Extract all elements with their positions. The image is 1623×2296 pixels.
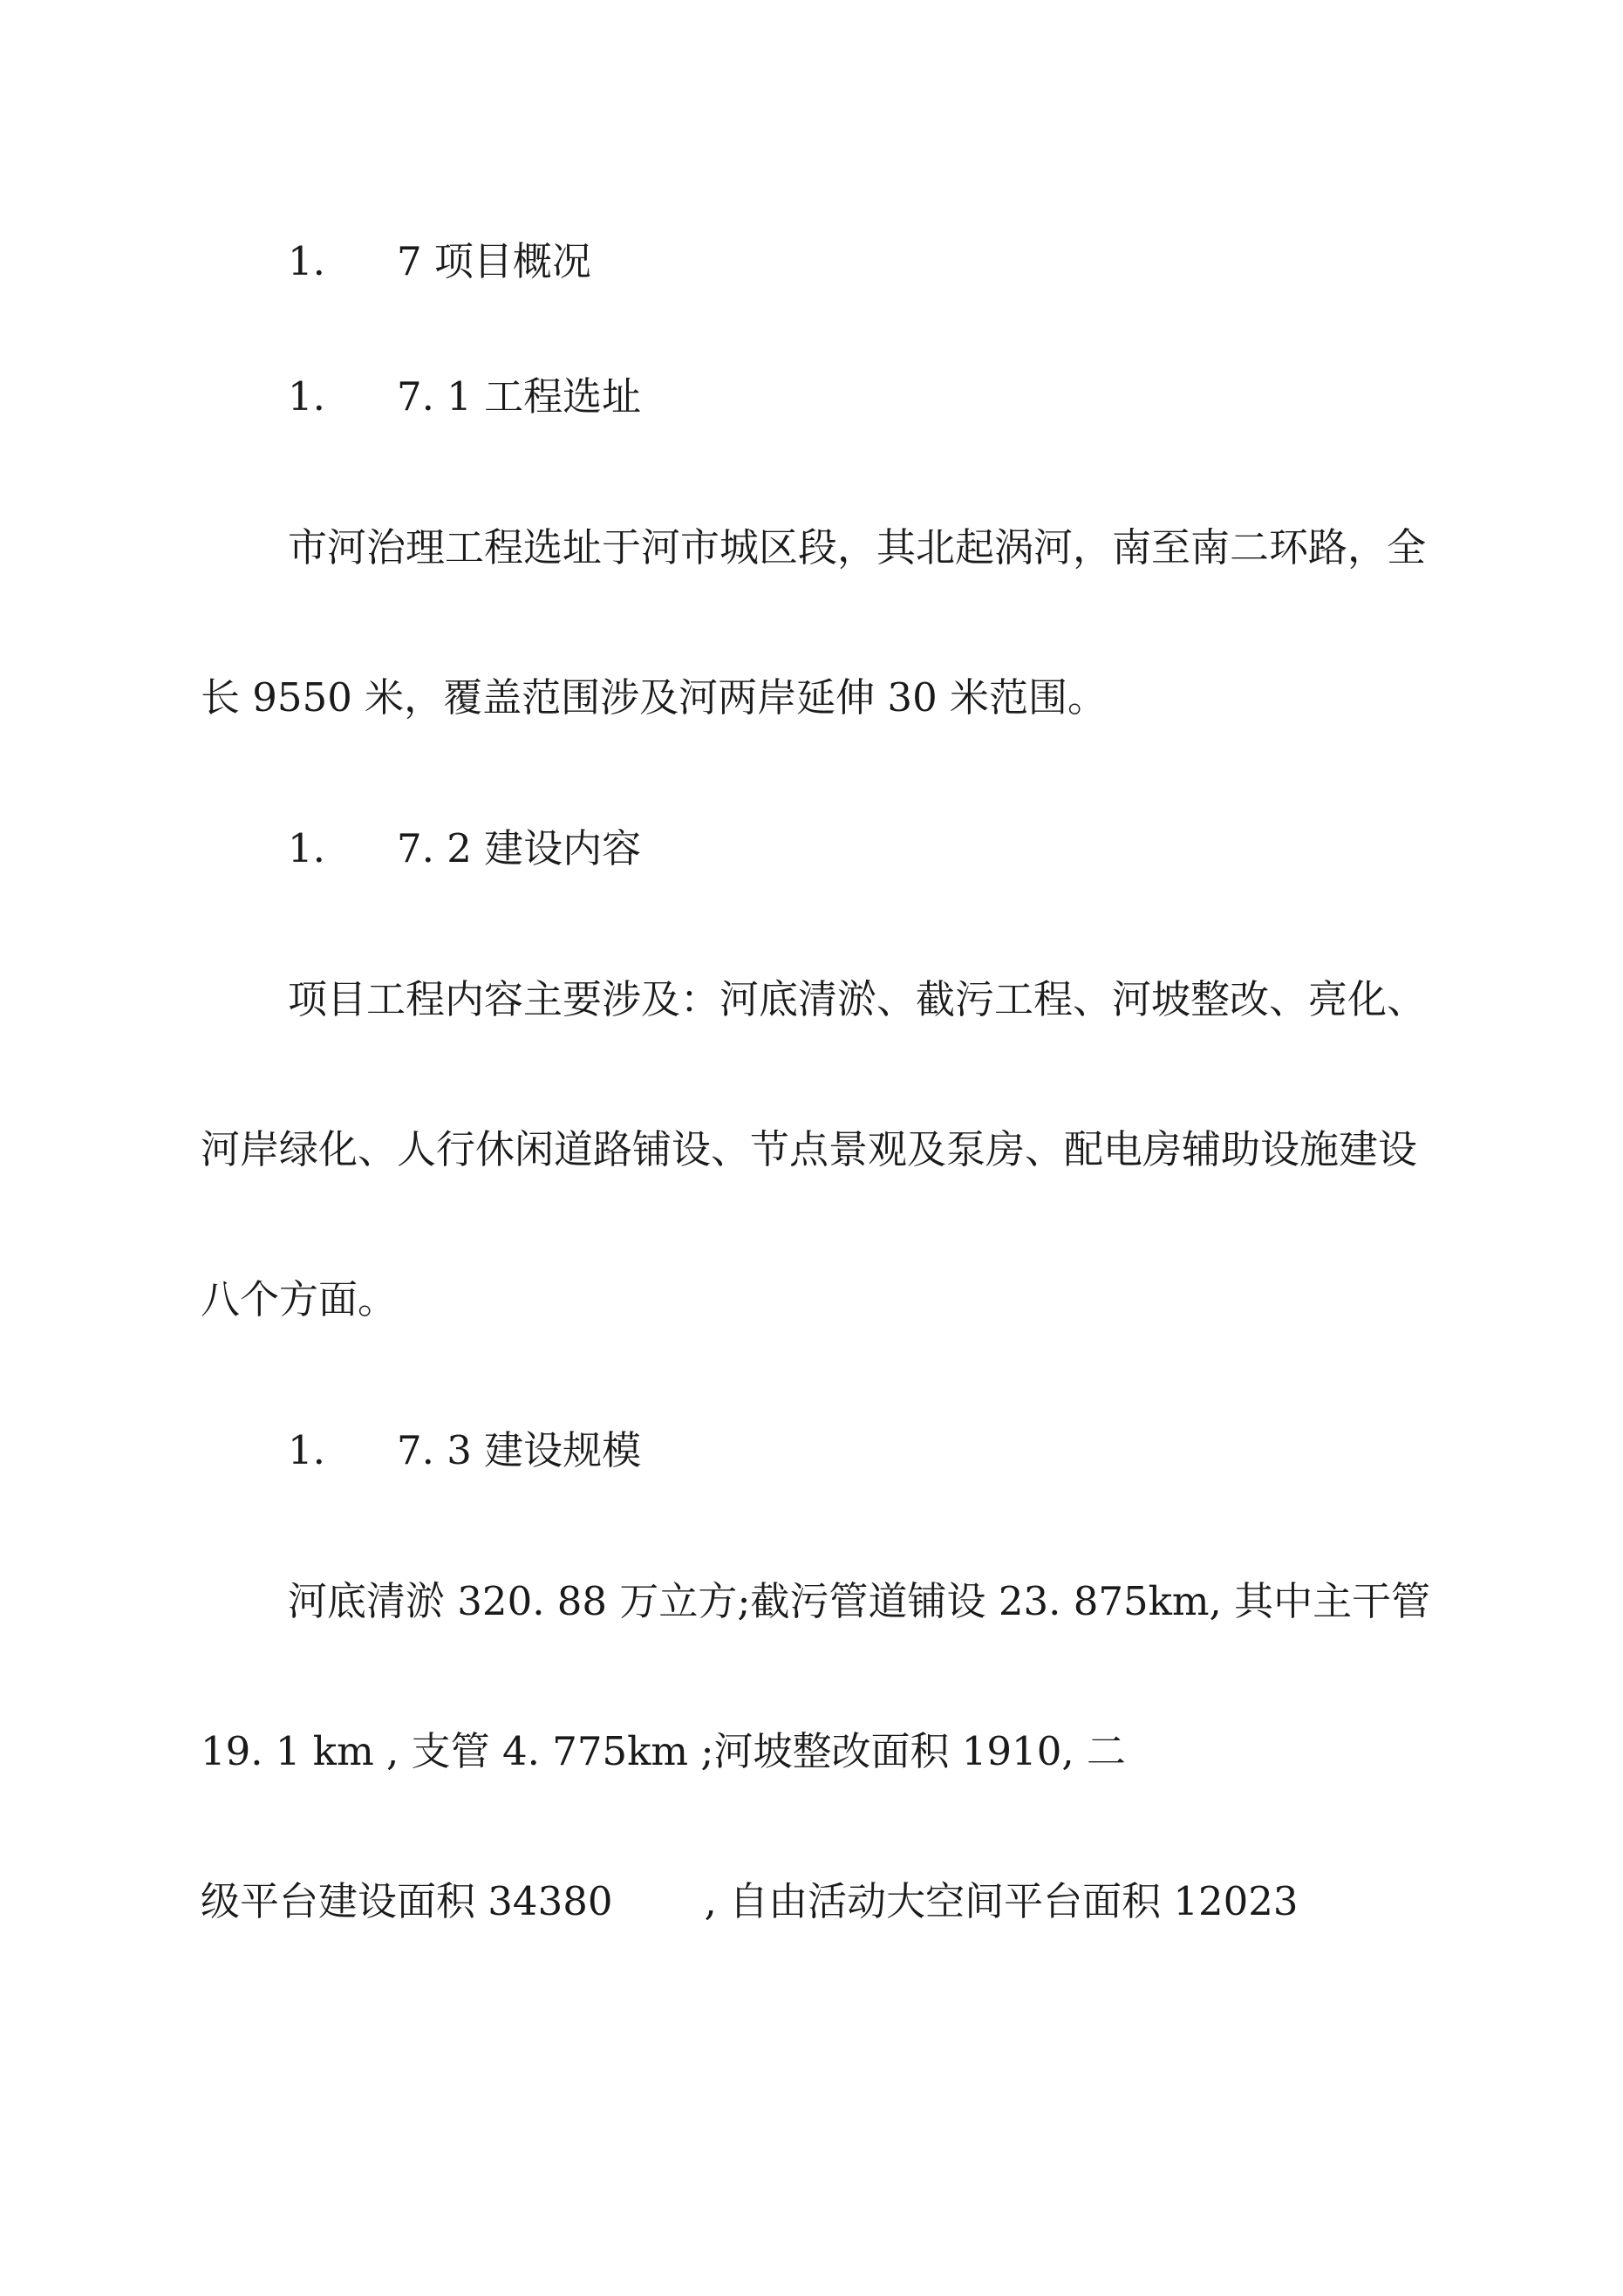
- heading-number: 1.: [288, 825, 325, 871]
- paragraph-content-line-3: 八个方面。: [201, 1276, 398, 1322]
- heading-number: 1.: [288, 1427, 325, 1473]
- heading-text: 7. 2 建设内容: [397, 825, 642, 871]
- heading-text: 7 项目概况: [397, 238, 591, 284]
- section-heading-1-7-1: [288, 371, 641, 423]
- section-heading-1-7: [288, 236, 591, 288]
- paragraph-content-line-2: 河岸绿化、人行休闲道路铺设、节点景观及泵房、配电房辅助设施建设: [201, 1126, 1418, 1172]
- paragraph-site-line-2: 长 9550 米，覆盖范围涉及河两岸延伸 30 米范围。: [201, 674, 1108, 721]
- section-heading-1-7-2: [288, 823, 641, 875]
- scale-line-3-left: 级平台建设面积 34380: [201, 1878, 613, 1924]
- heading-text: 7. 3 建设规模: [397, 1427, 642, 1473]
- paragraph-scale-line-2: 19. 1 km , 支管 4. 775km ;河坡整改面积 1910, 二: [201, 1728, 1126, 1774]
- paragraph-content-line-1: 项目工程内容主要涉及：河底清淤、截污工程、河坡整改、亮化、: [288, 976, 1427, 1022]
- paragraph-scale-line-1: 河底清淤 320. 88 万立方;截污管道铺设 23. 875km, 其中主干管: [288, 1578, 1431, 1624]
- paragraph-site-line-1: 市河治理工程选址于河市城区段，其北起涡河，南至南二环路，全: [288, 524, 1427, 571]
- heading-number: 1.: [288, 238, 325, 284]
- scale-line-3-right: , 自由活动大空间平台面积 12023: [704, 1878, 1299, 1924]
- heading-text: 7. 1 工程选址: [397, 373, 642, 420]
- section-heading-1-7-3: [288, 1425, 641, 1477]
- paragraph-scale-line-3: [201, 1876, 1299, 1928]
- heading-number: 1.: [288, 373, 325, 420]
